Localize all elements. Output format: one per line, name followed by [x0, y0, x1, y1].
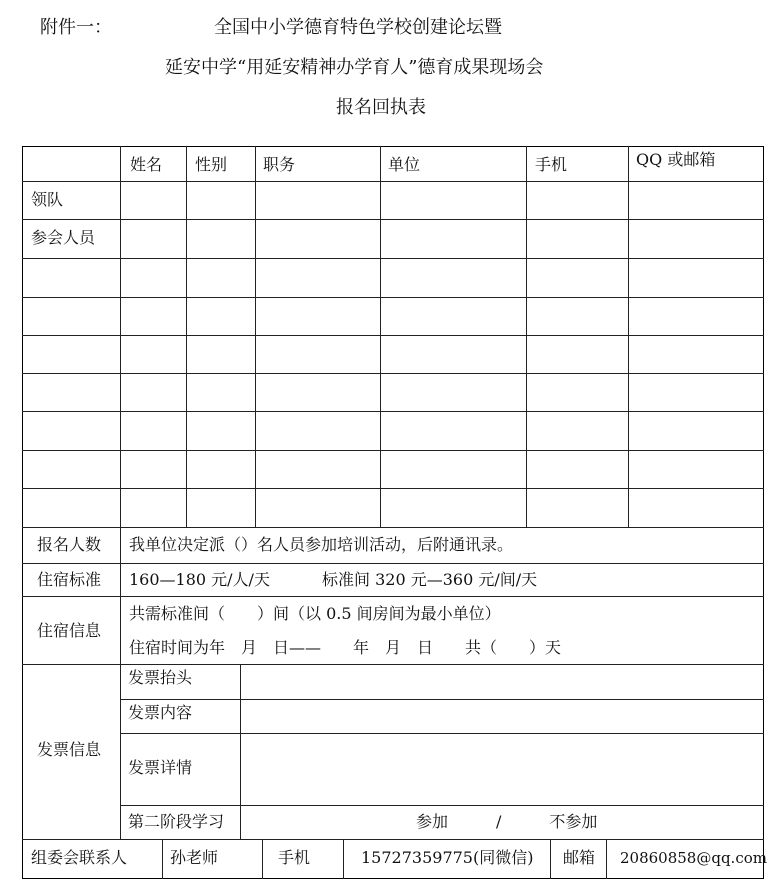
phase2-options: 参加 / 不参加 — [416, 812, 598, 831]
phone-value: 15727359775(同微信) — [361, 848, 534, 867]
col-header-qq-email: QQ 或邮箱 — [636, 150, 716, 169]
table-border-right — [763, 146, 764, 879]
signup-text: 我单位决定派（）名人员参加培训活动，后附通讯录。 — [129, 535, 514, 554]
invoice-title-label: 发票抬头 — [128, 668, 193, 687]
row-label-members: 参会人员 — [31, 228, 96, 247]
contact-name: 孙老师 — [170, 848, 219, 867]
col-header-name: 姓名 — [130, 155, 163, 174]
col-header-phone: 手机 — [535, 155, 568, 174]
invoice-detail-label: 发票详情 — [128, 758, 193, 777]
lodging-dates: 住宿时间为年 月 日—— 年 月 日 共（ ）天 — [129, 638, 562, 657]
lodging-price-per-person: 160—180 元/人/天 — [129, 570, 270, 589]
signup-label: 报名人数 — [37, 535, 102, 554]
phone-label: 手机 — [278, 848, 311, 867]
table-border-bottom — [22, 878, 764, 879]
email-label: 邮箱 — [563, 848, 596, 867]
title-line-3: 报名回执表 — [336, 97, 426, 118]
col-header-unit: 单位 — [388, 155, 421, 174]
lodging-price-per-room: 标准间 320 元—360 元/间/天 — [322, 570, 538, 589]
table-border-top — [22, 146, 764, 147]
phase2-label: 第二阶段学习 — [128, 812, 225, 831]
attachment-label: 附件一： — [40, 17, 112, 38]
lodging-standard-label: 住宿标准 — [37, 570, 102, 589]
contact-label: 组委会联系人 — [31, 848, 128, 867]
lodging-rooms-needed: 共需标准间（ ）间（以 0.5 间房间为最小单位） — [129, 604, 501, 623]
invoice-label: 发票信息 — [37, 740, 102, 759]
email-value: 20860858@qq.com — [620, 849, 767, 867]
table-border-left — [22, 146, 23, 879]
invoice-content-label: 发票内容 — [128, 703, 193, 722]
lodging-info-label: 住宿信息 — [37, 621, 102, 640]
title-line-2: 延安中学“用延安精神办学育人”德育成果现场会 — [165, 57, 544, 78]
row-label-leader: 领队 — [31, 190, 64, 209]
col-header-gender: 性别 — [195, 155, 228, 174]
col-header-position: 职务 — [263, 155, 296, 174]
title-line-1: 全国中小学德育特色学校创建论坛暨 — [214, 17, 502, 38]
